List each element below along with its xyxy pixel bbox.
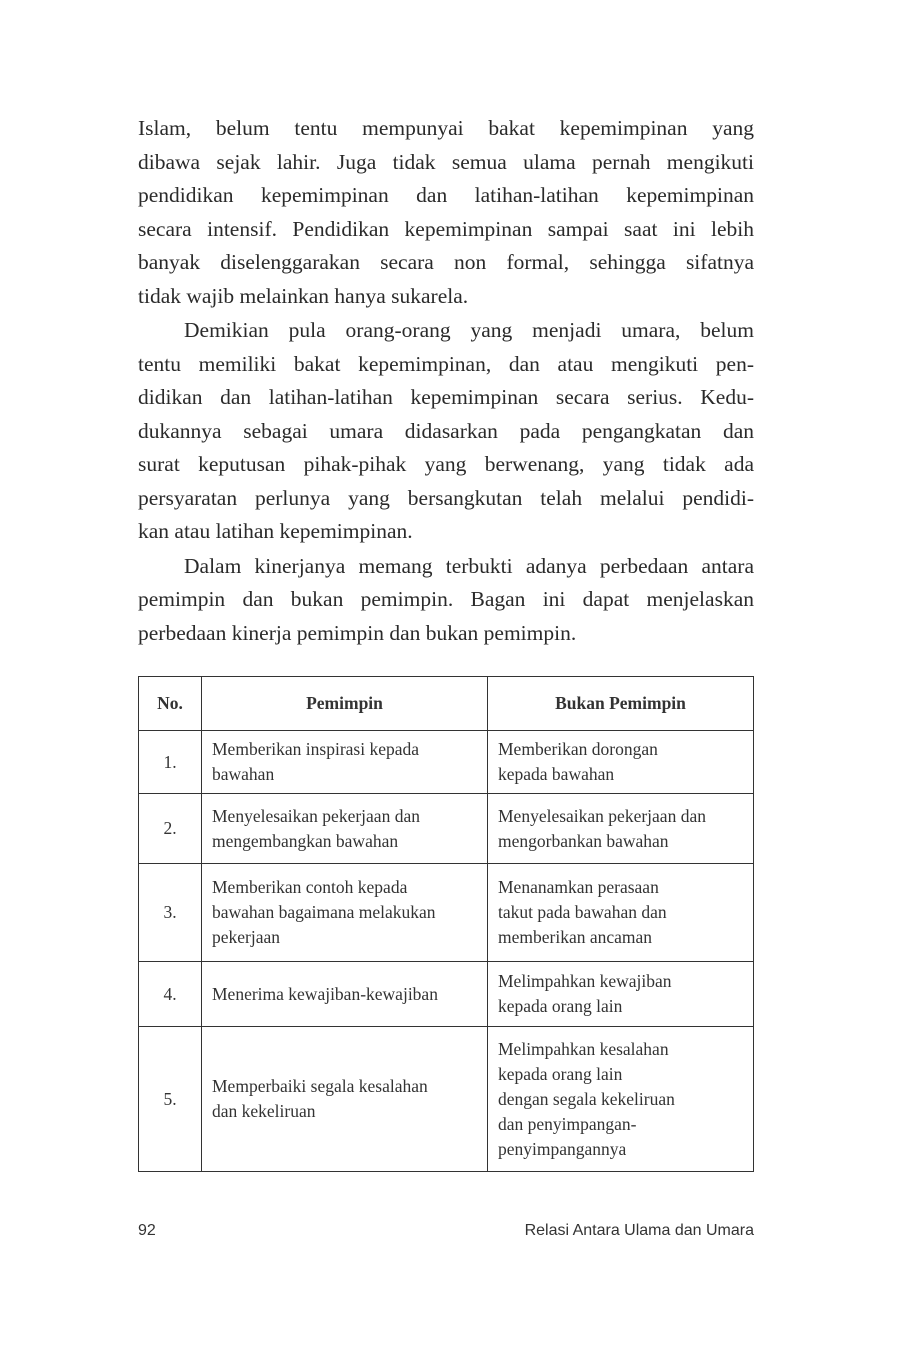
cell-line: memberikan ancaman [498,927,653,947]
page-number: 92 [138,1222,156,1239]
table-row [139,731,754,794]
cell-line: Memberikan inspirasi kepada [212,739,420,759]
header-no: No. [139,677,202,731]
cell-line: mengembangkan bawahan [212,830,399,851]
text-line: tentu memiliki bakat kepemimpinan, dan atau mengikuti pen- [138,351,754,376]
header-bukan-pemimpin: Bukan Pemimpin [488,677,754,731]
cell-line: kepada bawahan [498,764,615,784]
cell-bukan-pemimpin [488,731,754,794]
text-line: secara intensif. Pendidikan kepemimpinan sampai saat ini lebih [138,216,754,241]
running-title: Relasi Antara Ulama dan Umara [524,1222,754,1239]
cell-line: Melimpahkan kesalahan [498,1038,669,1059]
cell-bukan-pemimpin [488,1027,754,1172]
text-line: Dalam kinerjanya memang terbukti adanya perbedaan antara [184,553,754,578]
paragraph [138,314,754,549]
cell-line: penyimpangannya [498,1138,627,1159]
cell-line: bawahan [212,764,275,784]
row-number: 1. [139,731,202,794]
table-row [139,962,754,1027]
text-line: dibawa sejak lahir. Juga tidak semua ulama pernah mengikuti [138,149,754,174]
cell-pemimpin [202,962,488,1027]
cell-line: dengan segala kekeliruan [498,1088,675,1109]
text-line: pemimpin dan bukan pemimpin. Bagan ini dapat menjelaskan [138,587,754,611]
text-line: kan atau latihan kepemimpinan. [138,519,413,543]
page-footer [138,1222,754,1240]
cell-line: Menyelesaikan pekerjaan dan [498,805,706,826]
cell-line: takut pada bawahan dan [498,902,667,922]
table-header-row [139,677,754,731]
cell-line: pekerjaan [212,927,281,947]
cell-pemimpin [202,864,488,962]
row-number: 5. [139,1027,202,1172]
body-text [138,112,754,651]
text-line: Demikian pula orang-orang yang menjadi umara, belum [184,318,754,342]
text-line: didikan dan latihan-latihan kepemimpinan secara serius. Kedu- [138,385,754,409]
cell-line: Menerima kewajiban-kewajiban [212,983,438,1004]
row-number: 4. [139,962,202,1027]
row-number: 3. [139,864,202,962]
table-row [139,1027,754,1172]
text-line: perbedaan kinerja pemimpin dan bukan pemimpin. [138,620,577,645]
cell-line: Memperbaiki segala kesalahan [212,1076,428,1096]
text-line: dukannya sebagai umara didasarkan pada pengangkatan dan [138,418,754,443]
cell-bukan-pemimpin [488,962,754,1027]
cell-bukan-pemimpin [488,864,754,962]
cell-pemimpin [202,794,488,864]
cell-line: dan penyimpangan- [498,1113,637,1134]
header-pemimpin: Pemimpin [202,677,488,731]
cell-bukan-pemimpin [488,794,754,864]
cell-line: Melimpahkan kewajiban [498,971,672,991]
cell-line: kepada orang lain [498,996,623,1016]
text-line: pendidikan kepemimpinan dan latihan-latihan kepemimpinan [138,183,754,207]
cell-line: Memberikan dorongan [498,739,658,759]
cell-line: dan kekeliruan [212,1101,316,1121]
text-line: Islam, belum tentu mempunyai bakat kepemimpinan yang [138,116,754,140]
comparison-table [138,676,754,1172]
paragraph [138,550,754,651]
cell-line: Menyelesaikan pekerjaan dan [212,805,420,826]
cell-pemimpin [202,1027,488,1172]
cell-line: kepada orang lain [498,1063,623,1084]
text-line: surat keputusan pihak-pihak yang berwenang, yang tidak ada [138,452,754,476]
text-line: tidak wajib melainkan hanya sukarela. [138,283,469,308]
cell-line: Memberikan contoh kepada [212,877,408,897]
row-number: 2. [139,794,202,864]
text-line: persyaratan perlunya yang bersangkutan telah melalui pendidi- [138,485,754,510]
table-row [139,864,754,962]
cell-line: bawahan bagaimana melakukan [212,902,436,922]
cell-pemimpin [202,731,488,794]
cell-line: mengorbankan bawahan [498,830,669,851]
cell-line: Menanamkan perasaan [498,877,659,897]
text-line: banyak diselenggarakan secara non formal, sehingga sifatnya [138,250,754,274]
paragraph [138,112,754,313]
table-row [139,794,754,864]
